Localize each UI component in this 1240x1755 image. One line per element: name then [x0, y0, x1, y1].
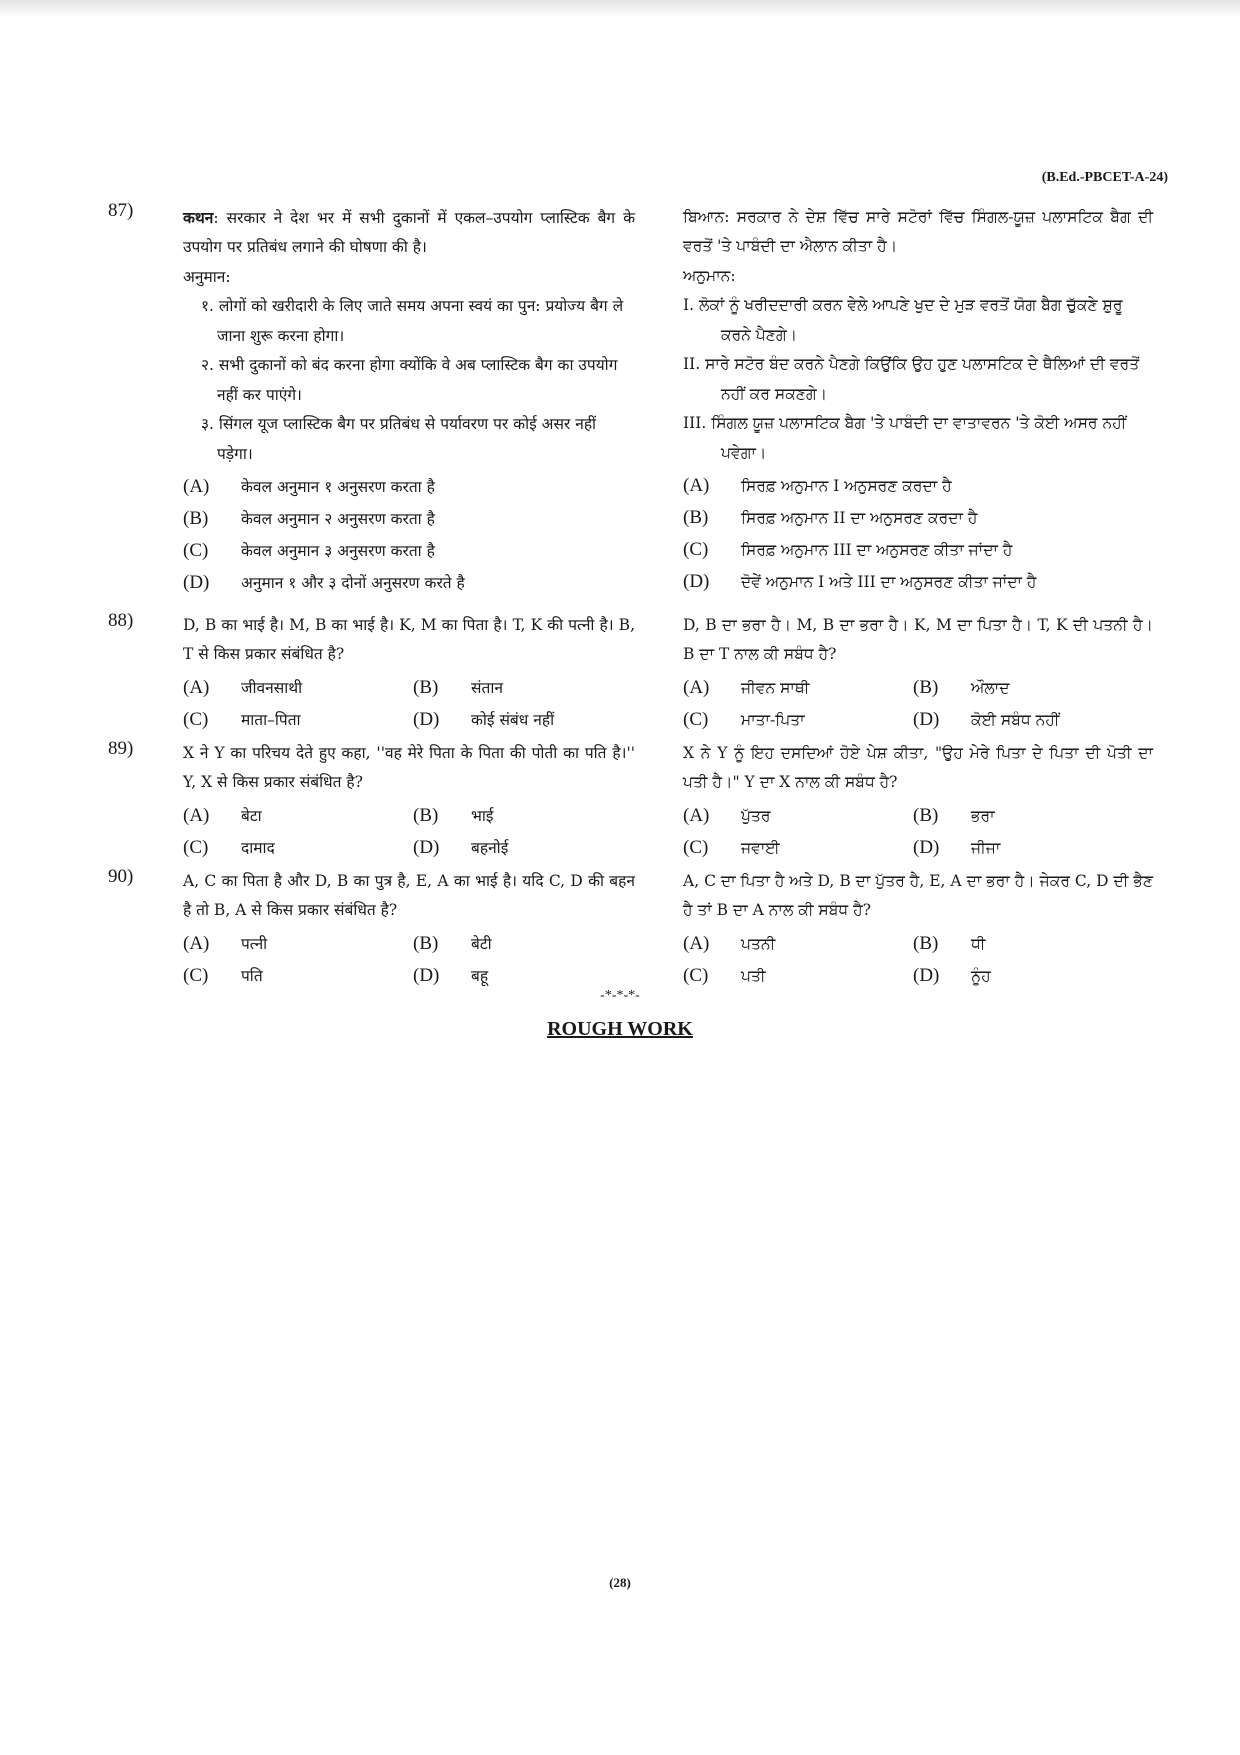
q89-pa-option-d: (D) ਜੀਜਾ — [913, 836, 1001, 858]
q89-pa-option-c: (C) ਜਵਾਈ — [683, 836, 780, 858]
q89-hi-option-d: (D) बहनोई — [413, 836, 509, 858]
q90-punjabi — [683, 867, 1153, 990]
q87-hi-option-b: (B) केवल अनुमान २ अनुसरण करता है — [183, 507, 435, 529]
q87-hi-assumption-3: ३. सिंगल यूज प्लास्टिक बैग पर प्रतिबंध से पर्यावरण पर कोई असर नहीं पड़ेगा। — [201, 415, 597, 463]
q88-hi-options — [183, 670, 635, 734]
q90-pa-option-b: (B) ਧੀ — [913, 932, 986, 954]
q87-pa-option-d: (D) ਦੋਵੇਂ ਅਨੁਮਾਨ I ਅਤੇ III ਦਾ ਅਨੁਸਰਣ ਕੀਤਾ ਜਾਂਦਾ ਹੈ — [683, 570, 1037, 592]
q87-hi-assumptions-label: अनुमान: — [183, 267, 231, 286]
q88-pa-options — [683, 670, 1153, 734]
q88-pa-option-a: (A) ਜੀਵਨ ਸਾਥੀ — [683, 676, 810, 698]
q87-hi-option-a: (A) केवल अनुमान १ अनुसरण करता है — [183, 475, 435, 497]
q88-hindi — [183, 611, 635, 734]
statement-label: कथन — [183, 208, 214, 227]
q89-hi-option-b: (B) भाई — [413, 804, 494, 826]
q87-pa-statement: ਬਿਆਨ: ਸਰਕਾਰ ਨੇ ਦੇਸ਼ ਵਿੱਚ ਸਾਰੇ ਸਟੋਰਾਂ ਵਿੱਚ ਸਿੰਗਲ-ਯੂਜ਼ ਪਲਾਸਟਿਕ ਬੈਗ ਦੀ ਵਰਤੋਂ 'ਤੇ ਪਾਬੰਦੀ ਦਾ ਐਲਾਨ ਕੀਤਾ ਹੈ। — [683, 208, 1153, 256]
q90-pa-option-a: (A) ਪਤਨੀ — [683, 932, 776, 954]
q89-hindi — [183, 739, 635, 862]
q87-pa-assumption-3: III. ਸਿੰਗਲ ਯੂਜ਼ ਪਲਾਸਟਿਕ ਬੈਗ 'ਤੇ ਪਾਬੰਦੀ ਦਾ ਵਾਤਾਵਰਨ 'ਤੇ ਕੋਈ ਅਸਰ ਨਹੀਂ ਪਵੇਗਾ। — [683, 414, 1127, 462]
q89-hi-option-c: (C) दामाद — [183, 836, 275, 858]
q87-hi-assumption-1: १. लोगों को खरीदारी के लिए जाते समय अपना स्वयं का पुन: प्रयोज्य बैग ले जाना शुरू करना होगा। — [201, 297, 624, 345]
q90-hindi — [183, 867, 635, 990]
q89-pa-options — [683, 798, 1153, 862]
q87-hi-option-c: (C) केवल अनुमान ३ अनुसरण करता है — [183, 539, 435, 561]
q88-punjabi — [683, 611, 1153, 734]
q90-hi-options — [183, 926, 635, 990]
q88-pa-option-d: (D) ਕੋਈ ਸਬੰਧ ਨਹੀਂ — [913, 708, 1060, 730]
q87-pa-option-c: (C) ਸਿਰਫ਼ ਅਨੁਮਾਨ III ਦਾ ਅਨੁਸਰਣ ਕੀਤਾ ਜਾਂਦਾ ਹੈ — [683, 538, 1013, 560]
scan-edge — [0, 0, 1240, 18]
q87-pa-option-b: (B) ਸਿਰਫ਼ ਅਨੁਮਾਨ II ਦਾ ਅਨੁਸਰਣ ਕਰਦਾ ਹੈ — [683, 506, 978, 528]
q89-pa-option-a: (A) ਪੁੱਤਰ — [683, 804, 771, 826]
q89-hi-options — [183, 798, 635, 862]
question-number-89: 89) — [108, 738, 134, 759]
q90-pa-question: A, C ਦਾ ਪਿਤਾ ਹੈ ਅਤੇ D, B ਦਾ ਪੁੱਤਰ ਹੈ, E, A ਦਾ ਭਰਾ ਹੈ। ਜੇਕਰ C, D ਦੀ ਭੈਣ ਹੈ ਤਾਂ B ਦਾ A ਨਾਲ ਕੀ ਸਬੰਧ ਹੈ? — [683, 872, 1153, 920]
q89-pa-option-b: (B) ਭਰਾ — [913, 804, 995, 826]
rough-work-heading: ROUGH WORK — [547, 1018, 693, 1040]
q89-hi-option-a: (A) बेटा — [183, 804, 262, 826]
q90-pa-option-d: (D) ਨੂੰਹ — [913, 964, 991, 986]
q87-pa-assumption-2: II. ਸਾਰੇ ਸਟੋਰ ਬੰਦ ਕਰਨੇ ਪੈਣਗੇ ਕਿਉਂਕਿ ਉਹ ਹੁਣ ਪਲਾਸਟਿਕ ਦੇ ਥੈਲਿਆਂ ਦੀ ਵਰਤੋਂ ਨਹੀਂ ਕਰ ਸਕਣਗੇ। — [683, 355, 1140, 403]
q90-hi-option-a: (A) पत्नी — [183, 932, 268, 954]
q88-hi-option-a: (A) जीवनसाथी — [183, 676, 303, 698]
q90-hi-option-b: (B) बेटी — [413, 932, 492, 954]
q88-hi-option-d: (D) कोई संबंध नहीं — [413, 708, 555, 730]
q90-hi-question: A, C का पिता है और D, B का पुत्र है, E, A का भाई है। यदि C, D की बहन है तो B, A से किस प्रकार संबंधित है? — [183, 872, 635, 920]
question-number-90: 90) — [108, 866, 134, 887]
q89-pa-question: X ਨੇ Y ਨੂੰ ਇਹ ਦਸਦਿਆਂ ਹੋਏ ਪੇਸ਼ ਕੀਤਾ, "ਉਹ ਮੇਰੇ ਪਿਤਾ ਦੇ ਪਿਤਾ ਦੀ ਪੋਤੀ ਦਾ ਪਤੀ ਹੈ।" Y ਦਾ X ਨਾਲ ਕੀ ਸਬੰਧ ਹੈ? — [683, 744, 1153, 792]
q87-hindi — [183, 203, 635, 597]
q89-punjabi — [683, 739, 1153, 862]
q87-pa-option-a: (A) ਸਿਰਫ਼ ਅਨੁਮਾਨ I ਅਨੁਸਰਣ ਕਰਦਾ ਹੈ — [683, 474, 952, 496]
question-number-88: 88) — [108, 610, 134, 631]
q90-hi-option-c: (C) पति — [183, 964, 263, 986]
question-number-87: 87) — [108, 200, 134, 221]
q90-hi-option-d: (D) बहू — [413, 964, 489, 986]
section-separator: -*-*-*- — [600, 988, 640, 1003]
q88-hi-question: D, B का भाई है। M, B का भाई है। K, M का पिता है। T, K की पत्नी है। B, T से किस प्रकार संबंधित है? — [183, 616, 635, 664]
q87-hi-assumption-2: २. सभी दुकानों को बंद करना होगा क्योंकि वे अब प्लास्टिक बैग का उपयोग नहीं कर पाएंगे। — [201, 356, 618, 404]
q90-pa-options — [683, 926, 1153, 990]
paper-code: (B.Ed.-PBCET-A-24) — [1041, 170, 1168, 185]
q89-hi-question: X ने Y का परिचय देते हुए कहा, ''वह मेरे पिता के पिता की पोती का पति है।'' Y, X से किस प्रकार संबंधित है? — [183, 744, 635, 792]
q87-pa-assumption-1: I. ਲੋਕਾਂ ਨੂੰ ਖਰੀਦਦਾਰੀ ਕਰਨ ਵੇਲੇ ਆਪਣੇ ਖੁਦ ਦੇ ਮੁੜ ਵਰਤੋਂ ਯੋਗ ਬੈਗ ਚੁੱਕਣੇ ਸ਼ੁਰੂ ਕਰਨੇ ਪੈਣਗੇ। — [683, 296, 1123, 344]
q88-hi-option-c: (C) माता–पिता — [183, 708, 301, 730]
q87-punjabi — [683, 203, 1153, 596]
q88-hi-option-b: (B) संतान — [413, 676, 503, 698]
q88-pa-option-b: (B) ਔਲਾਦ — [913, 676, 1010, 698]
q88-pa-question: D, B ਦਾ ਭਰਾ ਹੈ। M, B ਦਾ ਭਰਾ ਹੈ। K, M ਦਾ ਪਿਤਾ ਹੈ। T, K ਦੀ ਪਤਨੀ ਹੈ। B ਦਾ T ਨਾਲ ਕੀ ਸਬੰਧ ਹੈ? — [683, 616, 1153, 664]
q90-pa-option-c: (C) ਪਤੀ — [683, 964, 766, 986]
q88-pa-option-c: (C) ਮਾਤਾ-ਪਿਤਾ — [683, 708, 805, 730]
page-number: (28) — [609, 1575, 631, 1590]
q87-pa-assumptions-label: ਅਨੁਮਾਨ: — [683, 266, 736, 285]
q87-hi-statement: कथन: सरकार ने देश भर में सभी दुकानों में एकल–उपयोग प्लास्टिक बैग के उपयोग पर प्रतिबंध लगाने की घोषणा की है। — [183, 208, 635, 257]
q87-hi-option-d: (D) अनुमान १ और ३ दोनों अनुसरण करते है — [183, 571, 465, 593]
